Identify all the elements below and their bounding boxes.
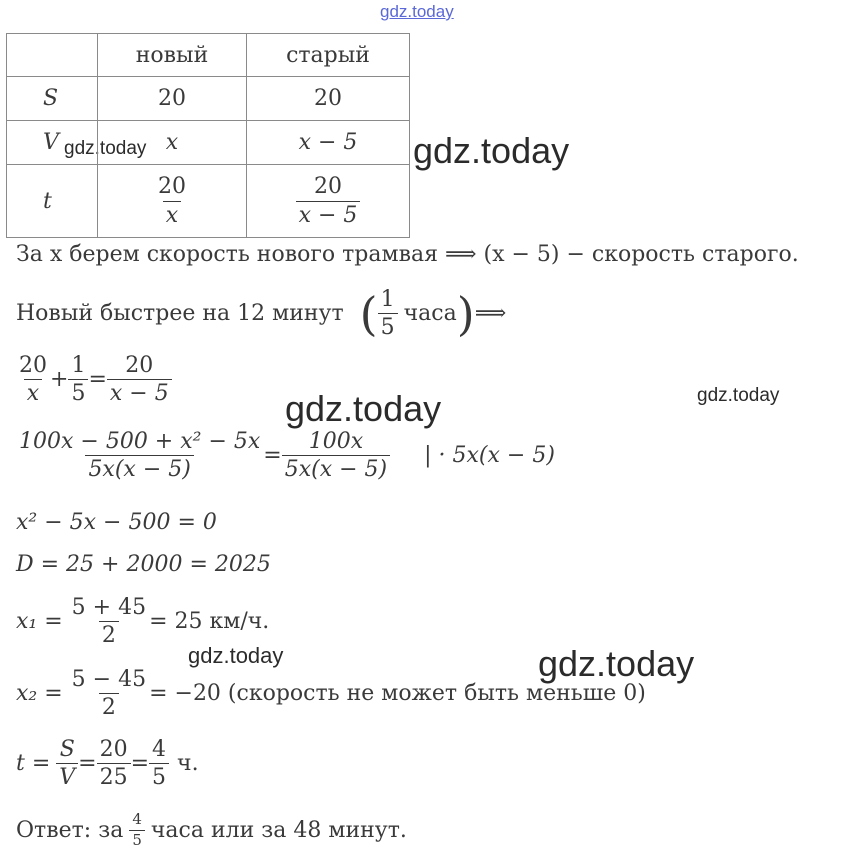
plus-sign: + xyxy=(50,367,69,393)
time-label: t = xyxy=(16,751,51,777)
equation-6 xyxy=(16,668,646,719)
row-label-s: S xyxy=(7,77,98,121)
fraction xyxy=(107,354,172,405)
fraction-den: 5 xyxy=(149,763,169,789)
table-corner-cell xyxy=(7,34,98,77)
fraction-den: x − 5 xyxy=(107,379,172,405)
answer-fraction xyxy=(129,812,145,849)
watermark-top[interactable]: gdz.today xyxy=(380,2,454,21)
watermark-a: gdz.today xyxy=(413,130,570,171)
fraction-num: 5 − 45 xyxy=(71,667,147,692)
watermark-f: gdz.today xyxy=(538,643,695,684)
fraction-den: 5x(x − 5) xyxy=(282,455,390,481)
fraction-num: 20 xyxy=(125,353,154,378)
cell-t-new xyxy=(98,165,247,238)
root-1-value: = 25 км/ч. xyxy=(149,609,270,635)
root-2-label: x₂ = xyxy=(16,681,63,707)
fraction-den: V xyxy=(56,763,78,789)
fraction-num: 20 xyxy=(313,174,342,200)
answer-line xyxy=(16,812,407,849)
fraction-den: 5 xyxy=(129,830,145,849)
fraction xyxy=(69,668,149,719)
fraction-num: 20 xyxy=(158,174,186,200)
fraction-den: x xyxy=(163,201,181,227)
root-1-label: x₁ = xyxy=(16,609,63,635)
cell-s-new: 20 xyxy=(98,77,247,121)
fraction-t-old xyxy=(296,175,361,226)
fraction-den: x xyxy=(24,379,42,405)
fraction-num: 4 xyxy=(152,737,167,762)
equation-5 xyxy=(16,596,269,647)
cell-v-new: x xyxy=(98,121,247,165)
header-old: старый xyxy=(247,34,410,77)
fraction-den: x − 5 xyxy=(296,201,361,227)
fraction-den: 5 xyxy=(378,313,398,339)
fraction-den: 2 xyxy=(99,621,119,647)
equals-sign: = xyxy=(130,751,150,777)
answer-prefix: Ответ: за xyxy=(16,817,124,843)
answer-suffix: часа или за 48 минут. xyxy=(150,817,407,843)
line-faster xyxy=(16,288,506,339)
fraction xyxy=(149,738,169,789)
fraction-den: 25 xyxy=(97,763,131,789)
equals-sign: = xyxy=(88,367,107,393)
equation-7 xyxy=(16,738,199,789)
multiply-note: | · 5x(x − 5) xyxy=(424,443,555,469)
watermark-b: gdz.today xyxy=(64,138,147,159)
equation-4: D = 25 + 2000 = 2025 xyxy=(16,552,271,577)
implies-arrow: ⟹ xyxy=(474,301,507,327)
line-definition: За x берем скорость нового трамвая ⟹ (x − 5) − скорость старого. xyxy=(16,242,799,267)
cell-t-old xyxy=(247,165,410,238)
fraction-num: 5 + 45 xyxy=(71,595,147,620)
equals-sign: = xyxy=(263,443,282,469)
fraction-den: 2 xyxy=(99,693,119,719)
fraction-t-new xyxy=(155,175,189,226)
fraction xyxy=(69,596,149,647)
watermark-d: gdz.today xyxy=(697,385,780,406)
row-label-v: V xyxy=(7,121,98,165)
fraction xyxy=(97,738,131,789)
cell-s-old: 20 xyxy=(247,77,410,121)
unit-hours: часа xyxy=(403,301,457,327)
paren-close: ) xyxy=(456,286,475,341)
equation-1 xyxy=(16,354,172,405)
root-2-value: = −20 (скорость не может быть меньше 0) xyxy=(149,681,646,707)
fraction xyxy=(282,430,390,481)
equation-3: x² − 5x − 500 = 0 xyxy=(16,510,217,535)
watermark-e: gdz.today xyxy=(188,643,284,668)
fraction-num: 1 xyxy=(380,287,395,312)
fraction xyxy=(56,738,78,789)
fraction-fifth xyxy=(378,288,398,339)
equation-2 xyxy=(16,430,555,481)
watermark-c: gdz.today xyxy=(285,388,442,429)
fraction-num: 4 xyxy=(132,810,142,828)
fraction-num: 100x xyxy=(308,429,364,454)
row-label-t: t xyxy=(7,165,98,238)
header-new: новый xyxy=(98,34,247,77)
fraction-den: 5x(x − 5) xyxy=(85,455,193,481)
fraction-den: 5 xyxy=(68,379,88,405)
fraction-num: 20 xyxy=(19,353,47,378)
fraction-num: 1 xyxy=(71,353,86,378)
cell-v-old: x − 5 xyxy=(247,121,410,165)
fraction-num: S xyxy=(59,737,75,762)
fraction-num: 20 xyxy=(99,737,128,762)
fraction xyxy=(68,354,88,405)
time-unit: ч. xyxy=(177,751,199,777)
equals-sign: = xyxy=(78,751,97,777)
fraction xyxy=(16,430,263,481)
paren-open: ( xyxy=(359,286,378,341)
fraction xyxy=(16,354,50,405)
fraction-num: 100x − 500 + x² − 5x xyxy=(19,429,261,454)
values-table xyxy=(6,33,410,238)
faster-text: Новый быстрее на 12 минут xyxy=(16,301,344,327)
